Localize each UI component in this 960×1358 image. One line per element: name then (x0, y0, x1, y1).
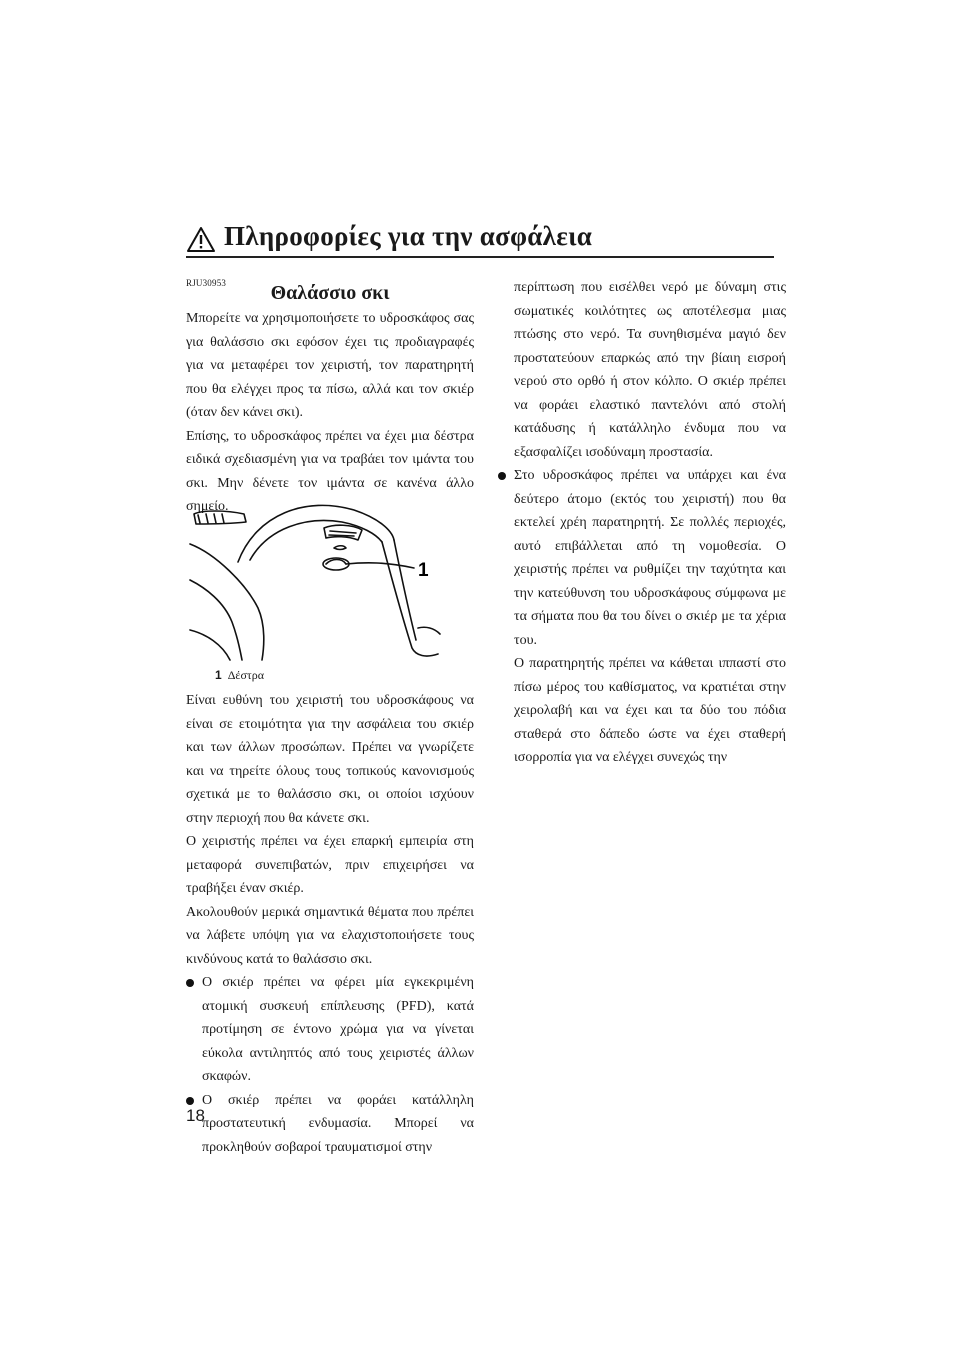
paragraph: Επίσης, το υδροσκάφος πρέπει να έχει μια δέστρα ειδικά σχεδιασμένη για να τραβάει τον ιμάντα του σκι. Μην δένετε τον ιμάντα σε κανένα άλλο σημείο. (186, 428, 474, 514)
bullet-item (186, 1089, 474, 1160)
bullet-text: Στο υδροσκάφος πρέπει να υπάρχει και ένα δεύτερο άτομο (εκτός του χειριστή) που θα εκτελεί χρέη παρατηρητή. Σε πολλές περιοχές, αυτό επιβάλλεται από τη νομοθεσία. Ο χειριστής πρέπει να ρυθμίζει την ταχύτητα και την κατεύθυνση του υδροσκάφους σύμφωνα με τα σήματα που θα του δίνει ο σκιέρ με τα χέρια του. (514, 468, 786, 648)
bullet-item (186, 971, 474, 1089)
bullet-text: Ο σκιέρ πρέπει να φέρει μία εγκεκριμένη ατομική συσκευή επίπλευσης (PFD), κατά προτίμηση σε έντονο χρώμα για να γίνεται εύκολα αντιληπτός από τους χειριστές άλλων σκαφών. (202, 975, 474, 1084)
paragraph: Ακολουθούν μερικά σημαντικά θέματα που πρέπει να λάβετε υπόψη για να ελαχιστοποιήσετε τους κινδύνους κατά το θαλάσσιο σκι. (186, 904, 474, 967)
bullet-text: Ο παρατηρητής πρέπει να κάθεται ιππαστί στο πίσω μέρος του καθίσματος, να κρατιέται στην χειρολαβή και να έχει και τα δύο του πόδια σταθερά στο δάπεδο ώστε να έχει σταθερή ισορροπία για να ελέγχει συνεχώς την (514, 656, 786, 765)
paragraph: Μπορείτε να χρησιμοποιήσετε το υδροσκάφος σας για θαλάσσιο σκι εφόσον έχει τις προδιαγραφές για να μεταφέρει τον χειριστή, τον παρατηρητή που θα ελέγχει προς τα πίσω, αλλά και τον σκιέρ (όταν δεν κάνει σκι). (186, 311, 474, 420)
page-header-title: Πληροφορίες για την ασφάλεια (224, 221, 593, 251)
section-title: Θαλάσσιο σκι (270, 282, 390, 304)
left-column-body (186, 689, 474, 1159)
right-column (498, 276, 786, 770)
figure-caption (215, 668, 264, 683)
bullet-followup (498, 652, 786, 770)
bullet-dot-icon (498, 472, 506, 480)
section-code: RJU30953 (186, 278, 227, 288)
bullet-text: Ο σκιέρ πρέπει να φοράει κατάλληλη προστατευτική ενδυμασία. Μπορεί να προκληθούν σοβαροί τραυματισμοί στην (202, 1092, 474, 1155)
bullet-continuation (498, 276, 786, 464)
figure-callout-number: 1 (418, 560, 429, 581)
paragraph: Ο χειριστής πρέπει να έχει επαρκή εμπειρία στη μεταφορά συνεπιβατών, πριν επιχειρήσει να τραβήξει έναν σκιέρ. (186, 834, 474, 896)
bullet-text: περίπτωση που εισέλθει νερό με δύναμη στις σωματικές κοιλότητες ως αποτέλεσμα μιας πτώσης στο νερό. Τα συνηθισμένα μαγιό δεν προστατεύουν επαρκώς από την βίαιη εισροή νερού στο ορθό ή στον κόλπο. Ο σκιέρ πρέπει να φοράει ελαστικό παντελόνι από στολή κατάδυσης ή κατάλληλο ένδυμα που να εξασφαλίζει ισοδύναμη προστασία. (514, 280, 786, 460)
page-header (186, 221, 774, 258)
warning-triangle-icon (186, 226, 216, 253)
watercraft-tow-hook-illustration (186, 500, 442, 662)
bullet-dot-icon (186, 1097, 194, 1105)
figure-caption-text: Δέστρα (227, 668, 265, 682)
bullet-dot-icon (186, 979, 194, 987)
paragraph: Είναι ευθύνη του χειριστή του υδροσκάφους να είναι σε ετοιμότητα για την ασφάλεια του σκιέρ και των άλλων προσώπων. Πρέπει να γνωρίζετε και να τηρείτε όλους τους τοπικούς κανονισμούς σχετικά με το θαλάσσιο σκι, οι οποίοι ισχύουν στην περιοχή που θα κάνετε σκι. (186, 693, 474, 826)
figure-caption-number: 1 (215, 668, 222, 682)
bullet-item (498, 464, 786, 652)
left-column-intro (186, 307, 474, 519)
page-number: 18 (186, 1106, 205, 1125)
